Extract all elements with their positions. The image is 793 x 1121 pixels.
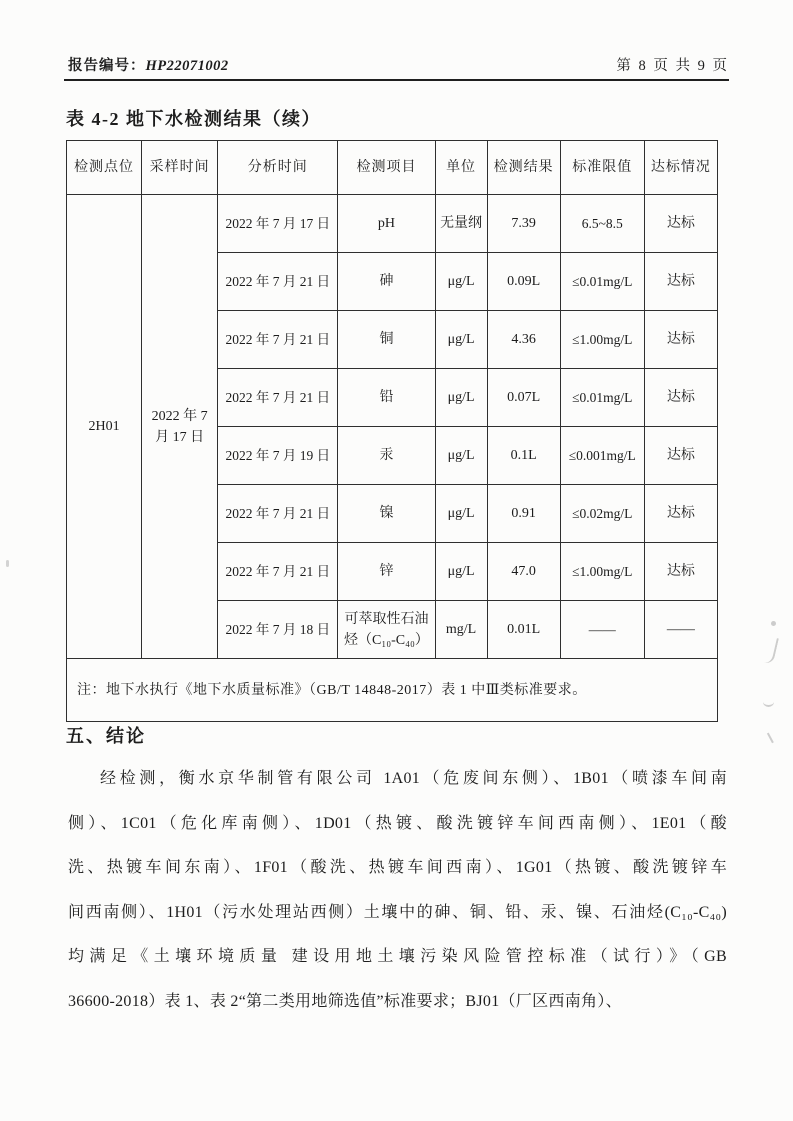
limit-cell: ≤0.01mg/L: [560, 253, 644, 311]
col-header-status: 达标情况: [644, 141, 717, 195]
limit-cell: ≤0.01mg/L: [560, 369, 644, 427]
analysis-time-cell: 2022 年 7 月 21 日: [218, 311, 338, 369]
result-cell: 0.91: [487, 485, 560, 543]
scan-artifact: [763, 636, 779, 665]
unit-cell: μg/L: [435, 543, 487, 601]
paragraph-line: 侧）、1C01（危化库南侧）、1D01（热镀、酸洗镀锌车间西南侧）、1E01（酸: [68, 814, 727, 832]
paragraph-line: 36600-2018）表 1、表 2“第二类用地筛选值”标准要求；BJ01（厂区西南角）、: [68, 992, 622, 1010]
paragraph-line: 洗、热镀车间东南）、1F01（酸洗、热镀车间西南）、1G01（热镀、酸洗镀锌车: [68, 859, 727, 876]
col-header-point: 检测点位: [67, 141, 142, 195]
analysis-time-cell: 2022 年 7 月 17 日: [218, 195, 338, 253]
unit-cell: μg/L: [435, 485, 487, 543]
status-cell: 达标: [644, 311, 717, 369]
paragraph-line: 均满足《土壤环境质量 建设用地土壤污染风险管控标准（试行）》（GB: [68, 948, 727, 965]
item-cell: 铅: [338, 369, 435, 427]
limit-cell: ——: [560, 601, 644, 659]
col-header-item: 检测项目: [338, 141, 435, 195]
scan-artifact: [771, 621, 776, 626]
result-cell: 0.1L: [487, 427, 560, 485]
item-cell: pH: [338, 195, 435, 253]
section-title-conclusion: 五、结论: [66, 726, 146, 746]
header-rule: [64, 79, 729, 81]
result-cell: 0.09L: [487, 253, 560, 311]
analysis-time-cell: 2022 年 7 月 21 日: [218, 253, 338, 311]
analysis-time-cell: 2022 年 7 月 21 日: [218, 369, 338, 427]
sampling-time-cell: 2022 年 7 月 17 日: [142, 195, 218, 659]
limit-cell: ≤0.02mg/L: [560, 485, 644, 543]
item-cell: 锌: [338, 543, 435, 601]
item-cell: 汞: [338, 427, 435, 485]
result-cell: 47.0: [487, 543, 560, 601]
unit-cell: mg/L: [435, 601, 487, 659]
table-note-row: [67, 659, 718, 722]
limit-cell: ≤0.001mg/L: [560, 427, 644, 485]
unit-cell: μg/L: [435, 369, 487, 427]
analysis-time-cell: 2022 年 7 月 21 日: [218, 543, 338, 601]
report-number-value: HP22071002: [145, 58, 229, 74]
results-table-wrapper: [66, 140, 718, 722]
analysis-time-cell: 2022 年 7 月 19 日: [218, 427, 338, 485]
report-number: [68, 54, 229, 75]
unit-cell: μg/L: [435, 311, 487, 369]
analysis-time-cell: 2022 年 7 月 21 日: [218, 485, 338, 543]
col-header-analysis-time: 分析时间: [218, 141, 338, 195]
item-cell: 镍: [338, 485, 435, 543]
status-cell: 达标: [644, 195, 717, 253]
scan-artifact: [763, 697, 774, 707]
status-cell: 达标: [644, 485, 717, 543]
result-cell: 4.36: [487, 311, 560, 369]
results-table: [66, 140, 718, 722]
unit-cell: μg/L: [435, 253, 487, 311]
report-number-label: 报告编号：: [68, 58, 146, 74]
status-cell: 达标: [644, 427, 717, 485]
unit-cell: 无量纲: [435, 195, 487, 253]
table-header-row: [67, 141, 718, 195]
col-header-unit: 单位: [435, 141, 487, 195]
page-number-info: 第 8 页 共 9 页: [616, 58, 729, 74]
limit-cell: 6.5~8.5: [560, 195, 644, 253]
result-cell: 7.39: [487, 195, 560, 253]
page-header: [68, 54, 729, 75]
item-cell: 铜: [338, 311, 435, 369]
col-header-result: 检测结果: [487, 141, 560, 195]
scan-artifact: [767, 730, 779, 743]
item-cell: 可萃取性石油烃（C₁₀-C₄₀）: [338, 601, 435, 659]
paragraph-line: 间西南侧）、1H01（污水处理站西侧）土壤中的砷、铜、铅、汞、镍、石油烃(C₁₀-C₄₀): [68, 903, 727, 921]
item-cell: 砷: [338, 253, 435, 311]
status-cell: 达标: [644, 543, 717, 601]
status-cell: 达标: [644, 253, 717, 311]
scan-artifact: [6, 560, 9, 567]
unit-cell: μg/L: [435, 427, 487, 485]
col-header-sampling-time: 采样时间: [142, 141, 218, 195]
table-title: 表 4-2 地下水检测结果（续）: [66, 109, 321, 129]
point-cell: 2H01: [67, 195, 142, 659]
limit-cell: ≤1.00mg/L: [560, 543, 644, 601]
status-cell: ——: [644, 601, 717, 659]
result-cell: 0.07L: [487, 369, 560, 427]
result-cell: 0.01L: [487, 601, 560, 659]
paragraph-line: 经检测，衡水京华制管有限公司 1A01（危废间东侧）、1B01（喷漆车间南: [100, 770, 727, 787]
table-row: [67, 195, 718, 253]
col-header-limit: 标准限值: [560, 141, 644, 195]
conclusion-paragraph: [68, 757, 727, 1024]
analysis-time-cell: 2022 年 7 月 18 日: [218, 601, 338, 659]
limit-cell: ≤1.00mg/L: [560, 311, 644, 369]
table-note: 注：地下水执行《地下水质量标准》（GB/T 14848-2017）表 1 中Ⅲ类标准要求。: [67, 659, 718, 722]
status-cell: 达标: [644, 369, 717, 427]
